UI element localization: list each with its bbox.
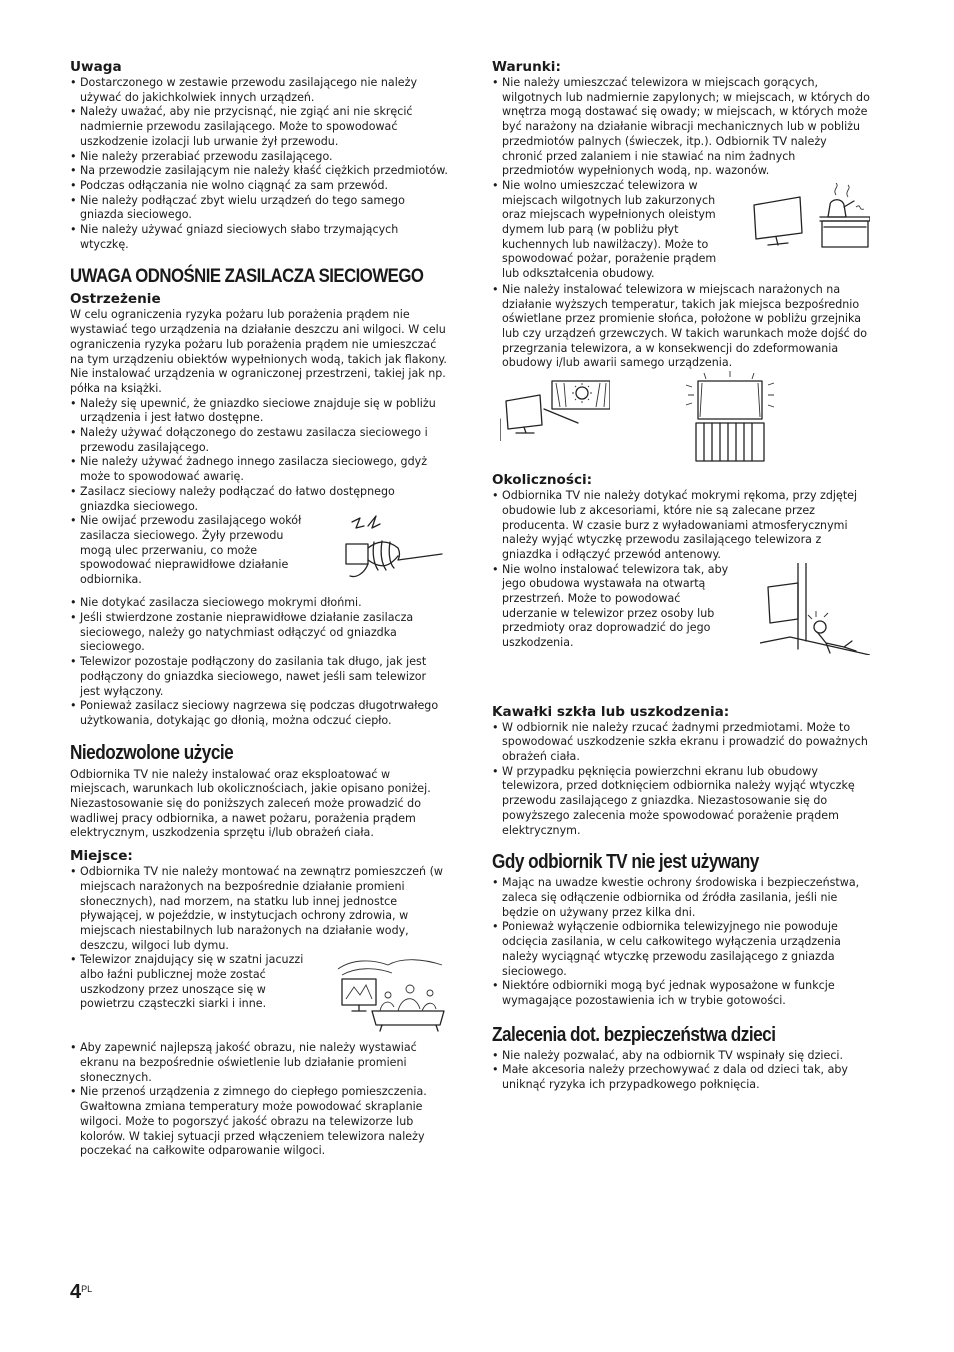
page-language-suffix: PL — [81, 1284, 93, 1294]
adapter-heading: UWAGA ODNOŚNIE ZASILACZA SIECIOWEGO — [70, 265, 424, 288]
list-item: • Aby zapewnić najlepszą jakość obrazu, nie należy wystawiać ekranu na bezpośrednie oświetlenie lub działanie promieni słonecznych. — [70, 1041, 448, 1085]
dzieci-list — [492, 1049, 870, 1093]
list-item: • Należy się upewnić, że gniazdko sieciowe znajduje się w pobliżu urządzenia i jest łatwo dostępne. — [70, 397, 448, 426]
list-item: • Nie należy podłączać zbyt wielu urządzeń do tego samego gniazda sieciowego. — [70, 194, 448, 223]
list-item: • Nie owijać przewodu zasilającego wokół zasilacza sieciowego. Żyły przewodu mogą ulec przerwaniu, co może spowodować nieprawidłowe działanie odbiornika. — [70, 514, 310, 588]
protruding-tv-block — [492, 563, 870, 681]
okolicznosci-list — [492, 489, 870, 563]
dzieci-heading: Zalecenia dot. bezpieczeństwa dzieci — [492, 1023, 776, 1046]
list-item: • Niektóre odbiorniki mogą być jednak wyposażone w funkcje wymagające pozostawienia ich w trybie gotowości. — [492, 979, 870, 1008]
list-item: • Nie należy umieszczać telewizora w miejscach gorących, wilgotnych lub nadmiernie zapylonych; w miejscach, w których do wnętrza mogą dostawać się owady; w miejscach, w których może być narażony na działanie wibracji mechanicznych lub w pobliżu przedmiotów palnych (świeczek, itp.). Odbiornik TV należy chronić przed zalaniem i nie stawiać na nim żadnych przedmiotów wypełnionych wodą, np. wazonów. — [492, 76, 870, 179]
jacuzzi-block — [70, 953, 448, 1041]
radiator-heat-illustration — [684, 371, 776, 463]
sunlight-window-illustration — [500, 379, 610, 441]
miejsce-title: Miejsce: — [70, 848, 133, 865]
niedozwolone-paragraph: Odbiornika TV nie należy instalować oraz eksploatować w miejscach, warunkach lub okolicznościach, jakie opisano poniżej. Niezastosowanie się do poniższych zaleceń może prowadzić do wadliwej pracy odbiornika, a nawet pożaru, porażenia prądem elektrycznym, uszkodzenia sprzętu i/lub obrażeń ciała. — [70, 767, 431, 840]
list-item: • Odbiornika TV nie należy montować na zewnątrz pomieszczeń (w miejscach narażonych na bezpośrednie działanie promieni słonecznych), nad morzem, na statku lub innej jednostce pływającej, w pojeździe, w instytucjach ochrony zdrowia, w miejscach niestabilnych lub narażonych na działanie wody, deszczu, wilgoci lub dymu. — [70, 865, 448, 953]
kawalki-list — [492, 721, 870, 839]
warunki-list-2 — [492, 283, 870, 371]
list-item: • W odbiornik nie należy rzucać żadnymi przedmiotami. Może to spowodować uszkodzenie szkła ekranu i prowadzić do poważnych obrażeń ciała. — [492, 721, 870, 765]
list-item: • Na przewodzie zasilającym nie należy kłaść ciężkich przedmiotów. — [70, 164, 448, 179]
right-column — [492, 58, 870, 1093]
list-item: • Nie należy pozwalać, aby na odbiornik TV wspinały się dzieci. — [492, 1049, 870, 1064]
okolicznosci-title: Okoliczności: — [492, 472, 593, 489]
list-item: • Ponieważ zasilacz sieciowy nagrzewa się podczas długotrwałego użytkowania, dotykając go dłonią, można odczuć ciepło. — [70, 699, 448, 728]
list-item: • Telewizor znajdujący się w szatni jacuzzi albo łaźni publicznej może zostać uszkodzony przez unoszące się w powietrzu cząsteczki siarki i inne. — [70, 953, 310, 1012]
uwaga-list — [70, 76, 448, 252]
list-item: • Nie dotykać zasilacza sieciowego mokrymi dłońmi. — [70, 596, 448, 611]
list-item: • Jeśli stwierdzone zostanie nieprawidłowe działanie zasilacza sieciowego, należy go natychmiast odłączyć od gniazdka sieciowego. — [70, 611, 448, 655]
list-item: • Należy używać dołączonego do zestawu zasilacza sieciowego i przewodu zasilającego. — [70, 426, 448, 455]
page-number — [70, 1281, 92, 1304]
ostrzezenie-list — [70, 397, 448, 515]
list-item: • Odbiornika TV nie należy dotykać mokrymi rękoma, przy zdjętej obudowie lub z akcesoriami, które nie są zalecane przez producenta. W czasie burz z wyładowaniami atmosferycznymi należy wyjąć wtyczkę przewodu zasilającego telewizora z gniazdka i odłączyć przewód antenowy. — [492, 489, 870, 563]
wrap-cable-block — [70, 514, 448, 596]
list-item: • W przypadku pęknięcia powierzchni ekranu lub obudowy telewizora, przed dotknięciem odbiornika należy wyjąć wtyczkę przewodu zasilającego z gniazdka. Niezastosowanie się do powyższego zalecenia może spowodować porażenie prądem elektrycznym. — [492, 765, 870, 839]
ostrzezenie-title: Ostrzeżenie — [70, 291, 161, 308]
list-item: • Nie należy używać żadnego innego zasilacza sieciowego, gdyż może to spowodować awarię. — [70, 455, 448, 484]
list-item: • Mając na uwadze kwestie ochrony środowiska i bezpieczeństwa, zaleca się odłączenie odbiornika od źródła zasilania, jeśli nie będzie on używany przez kilka dni. — [492, 876, 870, 920]
list-item: • Nie należy przerabiać przewodu zasilającego. — [70, 150, 448, 165]
kitchen-block — [492, 179, 870, 283]
miejsce-list-2 — [70, 1041, 448, 1159]
warunki-title: Warunki: — [492, 59, 561, 75]
heat-illustrations — [492, 371, 870, 463]
list-item: • Nie wolno umieszczać telewizora w miejscach wilgotnych lub zakurzonych oraz miejscach wypełnionych oleistym dymem lub parą (w pobliżu płyt kuchennych lub nawilżaczy). Może to spowodować pożar, porażenie prądem lub odkształcenia obudowy. — [492, 179, 732, 282]
bumping-tv-illustration — [760, 563, 870, 655]
list-item: • Telewizor pozostaje podłączony do zasilania tak długo, jak jest podłączony do gniazdka sieciowego, nawet jeśli sam telewizor jest wyłączony. — [70, 655, 448, 699]
kawalki-title: Kawałki szkła lub uszkodzenia: — [492, 703, 730, 720]
page-number-digit: 4 — [70, 1281, 82, 1303]
ostrzezenie-paragraph: W celu ograniczenia ryzyka pożaru lub porażenia prądem nie wystawiać tego urządzenia na działanie deszczu ani wilgoci. W celu ograniczenia ryzyka pożaru lub porażenia prądem nie umieszczać na tym urządzeniu obiektów wypełnionych wodą, takich jak flakony. Nie instalować urządzenia w ograniczonej przestrzeni, takiej jak np. półka na książki. — [70, 308, 447, 395]
gdy-list — [492, 876, 870, 1008]
kitchen-steam-illustration — [750, 183, 870, 249]
list-item: • Podczas odłączania nie wolno ciągnąć za sam przewód. — [70, 179, 448, 194]
list-item: • Nie należy instalować telewizora w miejscach narażonych na działanie wyższych temperatur, takich jak miejsca bezpośrednio oświetlane przez promienie słońca, położone w pobliżu grzejnika lub czy urządzeń grzewczych. W takich warunkach może dojść do przegrzania telewizora, a w konsekwencji do zdeformowania obudowy i/lub awarii samego urządzenia. — [492, 283, 870, 371]
miejsce-list — [70, 865, 448, 953]
list-item: • Nie wolno instalować telewizora tak, aby jego obudowa wystawała na otwartą przestrzeń. Może to powodować uderzanie w telewizor przez osoby lub przedmioty oraz doprowadzić do jego uszkodzenia. — [492, 563, 732, 651]
list-item: • Ponieważ wyłączenie odbiornika telewizyjnego nie powoduje odcięcia zasilania, w celu całkowitego wyłączenia urządzenia należy wyciągnąć wtyczkę przewodu zasilającego z gniazda sieciowego. — [492, 920, 870, 979]
ostrzezenie-list-2 — [70, 596, 448, 728]
warunki-list — [492, 76, 870, 179]
niedozwolone-heading: Niedozwolone użycie — [70, 741, 234, 764]
list-item: • Zasilacz sieciowy należy podłączać do łatwo dostępnego gniazdka sieciowego. — [70, 485, 448, 514]
list-item: • Małe akcesoria należy przechowywać z dala od dzieci tak, aby uniknąć ryzyka ich przypadkowego połknięcia. — [492, 1063, 870, 1092]
list-item: • Nie należy używać gniazd sieciowych słabo trzymających wtyczkę. — [70, 223, 448, 252]
adapter-cable-illustration — [338, 514, 448, 586]
uwaga-title: Uwaga — [70, 59, 122, 75]
left-column — [70, 58, 448, 1159]
gdy-heading: Gdy odbiornik TV nie jest używany — [492, 851, 759, 874]
list-item: • Dostarczonego w zestawie przewodu zasilającego nie należy używać do jakichkolwiek innych urządzeń. — [70, 76, 448, 105]
list-item: • Nie przenoś urządzenia z zimnego do ciepłego pomieszczenia. Gwałtowna zmiana temperatury może powodować skraplanie wilgoci. Może to pogorszyć jakość obrazu na telewizorze lub kolorów. W takiej sytuacji przed włączeniem telewizora należy poczekać na całkowite odparowanie wilgoci. — [70, 1085, 448, 1159]
list-item: • Należy uważać, aby nie przycisnąć, nie zgiąć ani nie skręcić nadmiernie przewodu zasilającego. Może to spowodować uszkodzenie izolacji lub urwanie żył przewodu. — [70, 105, 448, 149]
jacuzzi-tv-illustration — [332, 955, 448, 1033]
